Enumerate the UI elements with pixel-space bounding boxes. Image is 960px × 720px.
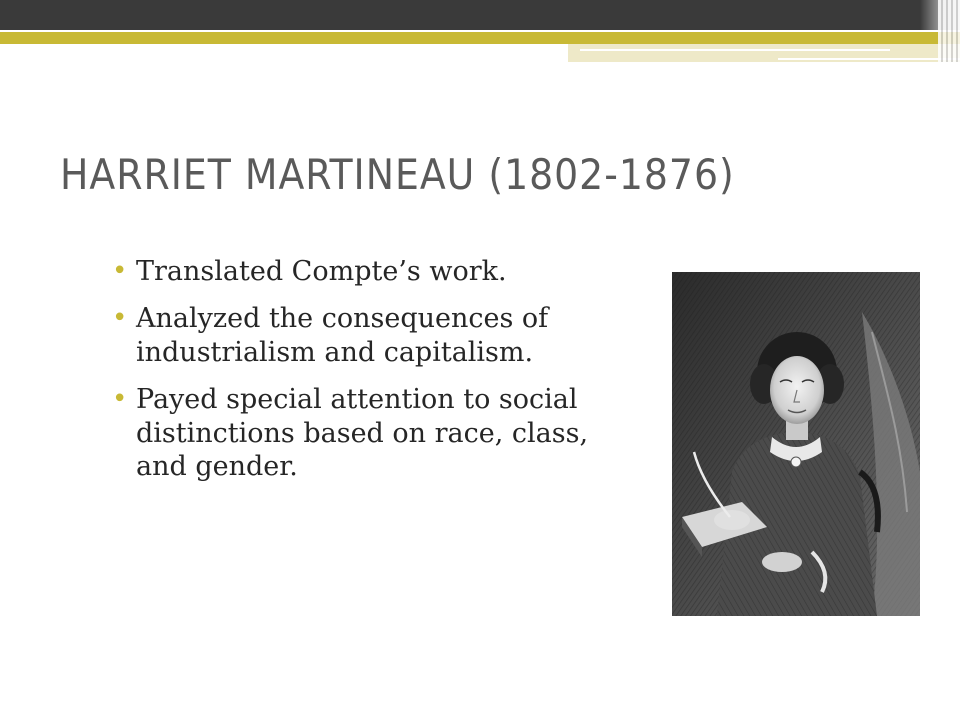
bullet-item [112,255,602,288]
bullet-item [112,302,602,369]
bullet-item [112,383,602,483]
gold-accent-strip [0,32,960,44]
accent-line [580,49,890,51]
bullet-text: Payed special attention to social distinctions based on race, class, and gender. [136,384,589,483]
slide-title: HARRIET MARTINEAU (1802-1876) [60,150,735,199]
bullet-text: Translated Compte’s work. [136,256,507,287]
engraved-portrait-icon [672,272,920,616]
bullet-text: Analyzed the consequences of industrialism and capitalism. [136,303,549,368]
bullet-glyph: • [112,384,128,415]
top-decorative-band [0,0,960,30]
bullet-list [112,255,602,498]
cream-accent-strip [568,44,960,62]
accent-line [778,58,960,60]
portrait-image [672,272,920,616]
bullet-glyph: • [112,256,128,286]
decorative-edge-lines [938,0,960,62]
bullet-glyph: • [112,303,128,334]
